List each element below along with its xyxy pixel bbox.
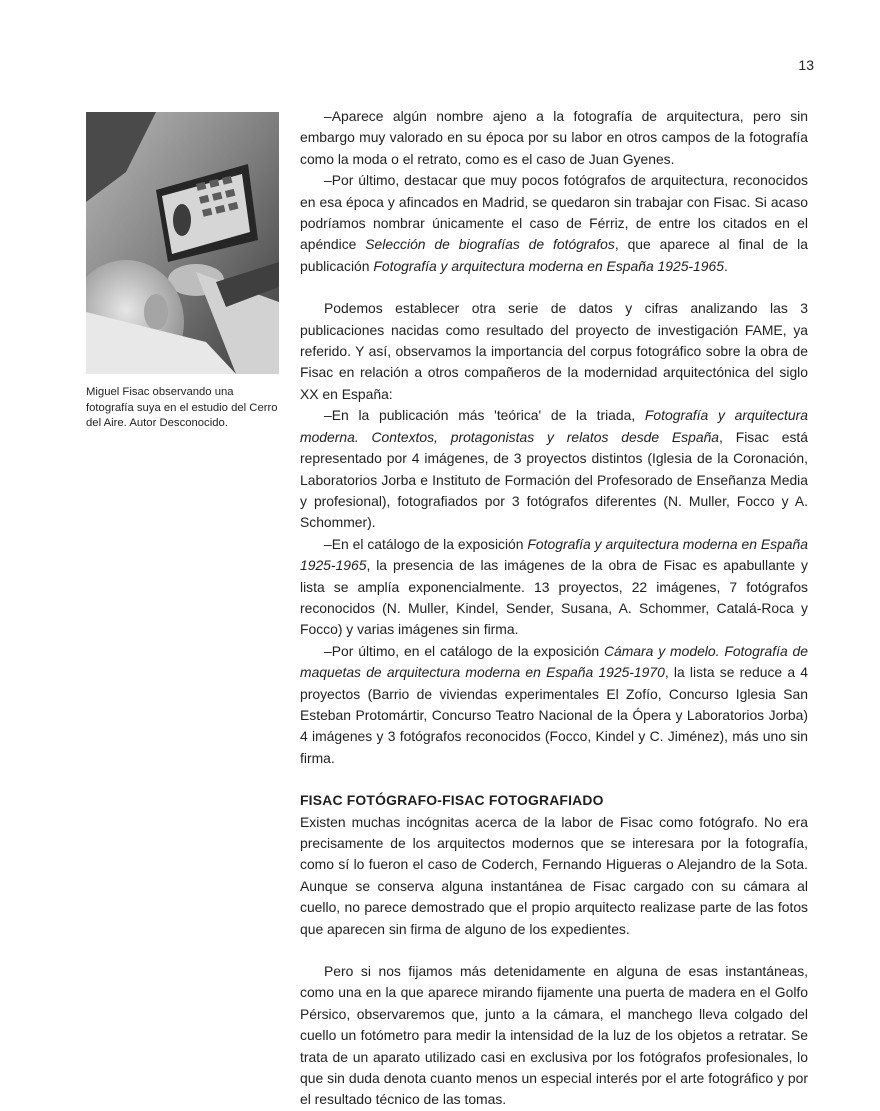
photo-man-looking-at-photograph-icon (86, 112, 279, 374)
paragraph-2: –Por último, destacar que muy pocos fotógrafos de arquitectura, reconocidos en esa época y afincados en Madrid, se quedaron sin trabajar con Fisac. Si acaso podríamos nombrar únicamente el caso de Férriz, de entre los citados en el apéndice Selección de biografías de fotógrafos, que aparece al final de la publicación Fotografía y arquitectura moderna en España 1925-1965. (300, 172, 808, 274)
section-heading: FISAC FOTÓGRAFO-FISAC FOTOGRAFIADO (300, 792, 604, 809)
paragraph-6: –Por último, en el catálogo de la exposición Cámara y modelo. Fotografía de maquetas de arquitectura moderna en España 1925-1970, la lista se reduce a 4 proyectos (Barrio de viviendas experimentales El Zofío, Concurso Iglesia San Esteban Protomártir, Concurso Teatro Nacional de la Ópera y Laboratorios Jorba) 4 imágenes y 3 fotógrafos reconocidos (Focco, Kindel y C. Jiménez), más uno sin firma. (300, 642, 808, 766)
paragraph-8: Pero si nos fijamos más detenidamente en alguna de esas instantáneas, como una en la que aparece mirando fijamente una puerta de madera en el Golfo Pérsico, observaremos que, junto a la cámara, el manchego lleva colgado del cuello un fotómetro para medir la intensidad de la luz de los objetos a retratar. Se trata de un aparato utilizado casi en exclusiva por los fotógrafos profesionales, lo que sin duda denota cuanto menos un especial interés por el arte fotográfico y por el resultado técnico de las tomas. (300, 963, 808, 1108)
paragraph-1: –Aparece algún nombre ajeno a la fotografía de arquitectura, pero sin embargo muy valorado en su época por su labor en otros campos de la fotografía como la moda o el retrato, como es el caso de Juan Gyenes. (300, 108, 808, 167)
main-text (300, 106, 808, 1111)
paragraph-3: Podemos establecer otra serie de datos y cifras analizando las 3 publicaciones nacidas como resultado del proyecto de investigación FAME, ya referido. Y así, observamos la importancia del corpus fotográfico sobre la obra de Fisac en relación a otros compañeros de la modernidad arquitectónica del siglo XX en España: (300, 300, 808, 402)
paragraph-7: Existen muchas incógnitas acerca de la labor de Fisac como fotógrafo. No era precisamente de los arquitectos modernos que se interesara por la fotografía, como sí lo fueron el caso de Coderch, Fernando Higueras o Alejandro de la Sota. Aunque se conserva alguna instantánea de Fisac cargado con su cámara al cuello, no parece demostrado que el propio arquitecto realizase parte de las fotos que aparecen sin firma de alguno de los expedientes. (300, 813, 808, 937)
paragraph-5: –En el catálogo de la exposición Fotografía y arquitectura moderna en España 1925-1965, la presencia de las imágenes de la obra de Fisac es apabullante y lista se amplía exponencialmente. 13 proyectos, 22 imágenes, 7 fotógrafos reconocidos (N. Muller, Kindel, Sender, Susana, A. Schommer, Catalá-Roca y Focco) y varias imágenes sin firma. (300, 535, 808, 638)
paragraph-4: –En la publicación más 'teórica' de la triada, Fotografía y arquitectura moderna. Contextos, protagonistas y relatos desde España, Fisac está representado por 4 imágenes, de 3 proyectos distintos (Iglesia de la Coronación, Laboratorios Jorba e Instituto de Formación del Profesorado de Enseñanza Media y profesional), fotografiados por 3 fotógrafos diferentes (N. Muller, Focco y A. Schommer). (300, 407, 809, 531)
figure-caption: Miguel Fisac observando una fotografía suya en el estudio del Cerro del Aire. Autor Desconocido. (86, 386, 278, 429)
page-number: 13 (798, 57, 814, 73)
